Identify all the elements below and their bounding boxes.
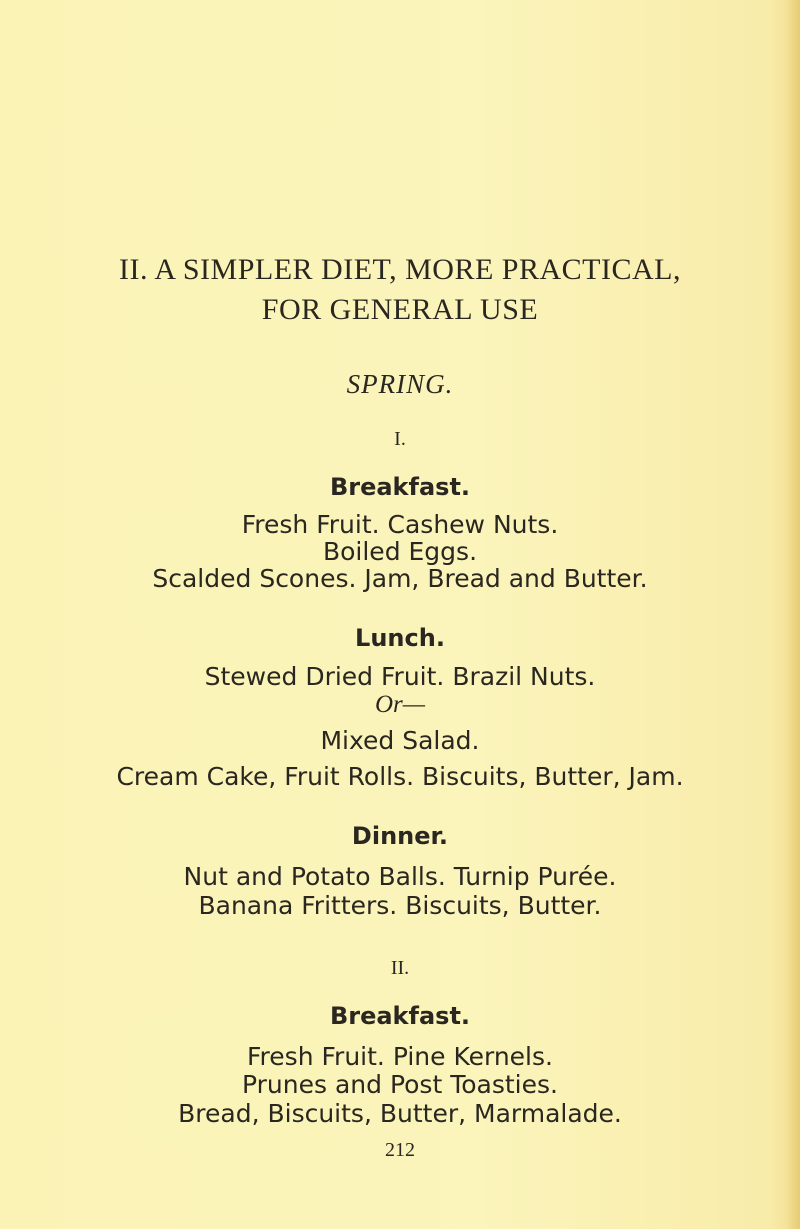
page-number: 212 bbox=[385, 1139, 415, 1161]
menu-line: Stewed Dried Fruit. Brazil Nuts. bbox=[204, 662, 596, 691]
menu-numeral: II. bbox=[390, 957, 410, 979]
menu-line: Nut and Potato Balls. Turnip Purée. bbox=[183, 862, 617, 891]
menu-line: Bread, Biscuits, Butter, Marmalade. bbox=[178, 1099, 622, 1128]
menu-line: Cream Cake, Fruit Rolls. Biscuits, Butter, Jam. bbox=[116, 762, 684, 791]
menu-numeral: I. bbox=[394, 428, 406, 450]
heading-line-1: II. A SIMPLER DIET, MORE PRACTICAL, bbox=[119, 253, 681, 286]
menu-line: Mixed Salad. bbox=[320, 726, 480, 755]
menu-line: Prunes and Post Toasties. bbox=[242, 1070, 558, 1099]
season-title: SPRING. bbox=[346, 369, 454, 399]
menu-line: Fresh Fruit. Pine Kernels. bbox=[247, 1042, 553, 1071]
heading-line-2: FOR GENERAL USE bbox=[261, 293, 539, 326]
menu-line: Boiled Eggs. bbox=[322, 537, 478, 566]
meal-title-breakfast: Breakfast. bbox=[329, 473, 471, 501]
menu-line: Banana Fritters. Biscuits, Butter. bbox=[198, 891, 602, 920]
meal-title-lunch: Lunch. bbox=[355, 624, 445, 652]
menu-line: Scalded Scones. Jam, Bread and Butter. bbox=[152, 564, 648, 593]
meal-title-dinner: Dinner. bbox=[351, 822, 449, 850]
menu-line: Fresh Fruit. Cashew Nuts. bbox=[241, 510, 559, 539]
menu-alternative: Or— bbox=[374, 691, 425, 718]
meal-title-breakfast: Breakfast. bbox=[329, 1002, 471, 1030]
